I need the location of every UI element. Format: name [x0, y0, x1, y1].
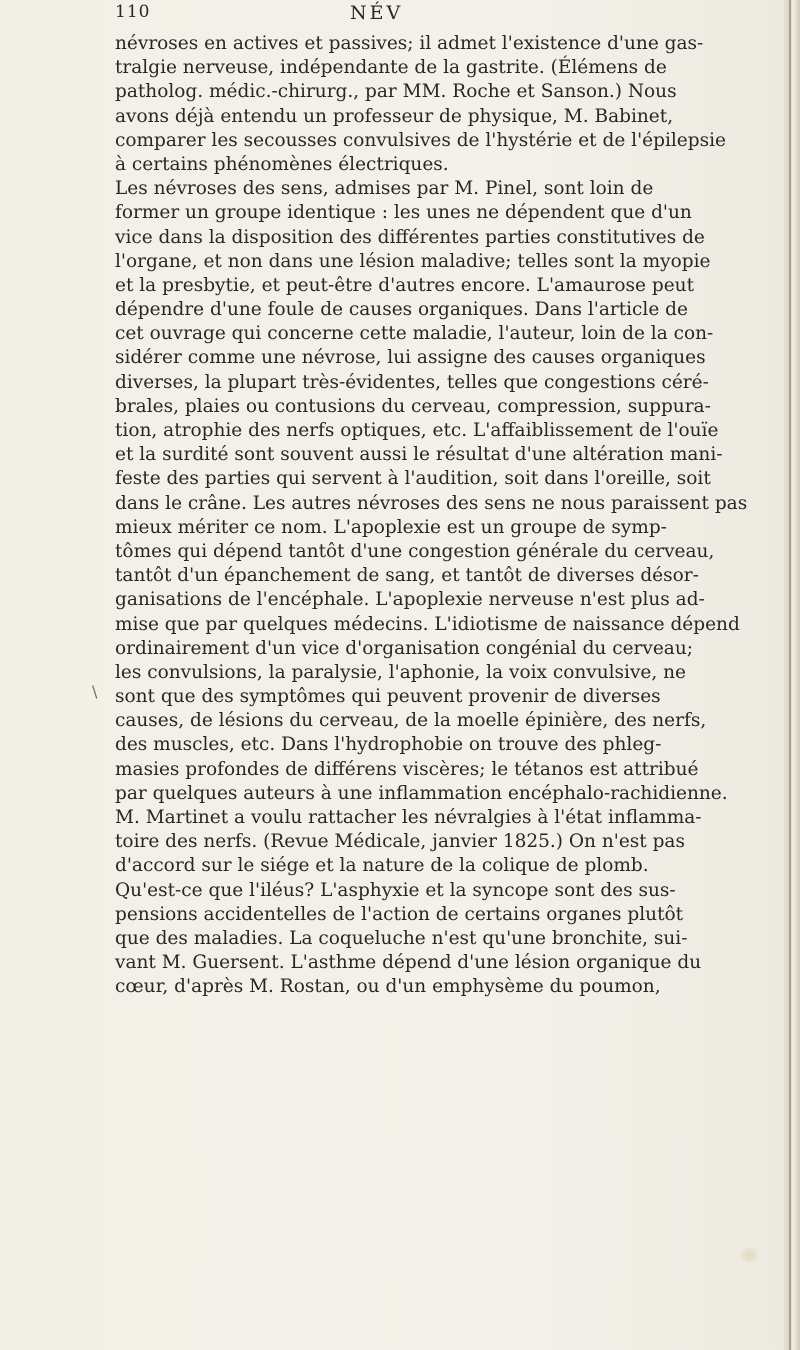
text-line-content: et la surdité sont souvent aussi le résultat d'une altération mani-	[115, 444, 723, 466]
text-line	[115, 371, 795, 395]
text-line	[115, 395, 795, 419]
running-head: NÉV	[350, 2, 404, 24]
text-line	[115, 637, 795, 661]
text-line	[115, 806, 795, 830]
text-line-content: dépendre d'une foule de causes organiques. Dans l'article de	[115, 299, 688, 321]
text-line-content: avons déjà entendu un professeur de physique, M. Babinet,	[115, 105, 674, 127]
text-line-content: cet ouvrage qui concerne cette maladie, l'auteur, loin de la con-	[115, 323, 714, 345]
text-line	[115, 177, 795, 201]
text-line	[115, 516, 795, 540]
text-line	[115, 661, 795, 685]
text-line-content: comparer les secousses convulsives de l'hystérie et de l'épilepsie	[115, 129, 726, 151]
paper-stain	[740, 1248, 758, 1262]
text-line-content: des muscles, etc. Dans l'hydrophobie on trouve des phleg-	[115, 734, 662, 756]
text-line-content: causes, de lésions du cerveau, de la moelle épinière, des nerfs,	[115, 710, 707, 732]
text-line	[115, 467, 795, 491]
page-header	[115, 2, 785, 32]
text-line	[115, 588, 795, 612]
text-line	[115, 830, 795, 854]
text-line	[115, 903, 795, 927]
text-line	[115, 613, 795, 637]
text-line	[115, 443, 795, 467]
text-line	[115, 709, 795, 733]
text-line-content: patholog. médic.-chirurg., par MM. Roche et Sanson.) Nous	[115, 81, 677, 103]
text-line	[115, 153, 795, 177]
text-line-content: mise que par quelques médecins. L'idiotisme de naissance dépend	[115, 613, 740, 635]
text-line-content: par quelques auteurs à une inflammation encéphalo-rachidienne.	[115, 782, 728, 804]
text-line	[115, 56, 795, 80]
text-line-content: toire des nerfs. (Revue Médicale, janvier 1825.) On n'est pas	[115, 831, 685, 853]
text-line-content: tantôt d'un épanchement de sang, et tantôt de diverses désor-	[115, 565, 699, 587]
text-line	[115, 879, 795, 903]
text-line-content: tion, atrophie des nerfs optiques, etc. L'affaiblissement de l'ouïe	[115, 420, 719, 441]
text-line-content: feste des parties qui servent à l'audition, soit dans l'oreille, soit	[115, 468, 711, 490]
text-line	[115, 32, 795, 56]
text-line-content: dans le crâne. Les autres névroses des sens ne nous paraissent pas	[115, 492, 748, 514]
text-line-content: les convulsions, la paralysie, l'aphonie, la voix convulsive, ne	[115, 661, 686, 683]
text-line-content: Qu'est-ce que l'iléus? L'asphyxie et la syncope sont des sus-	[115, 879, 676, 901]
text-line-content: que des maladies. La coqueluche n'est qu'une bronchite, sui-	[115, 927, 688, 949]
text-line	[115, 733, 795, 757]
text-line	[115, 782, 795, 806]
text-line-content: former un groupe identique : les unes ne dépendent que d'un	[115, 202, 692, 224]
text-line-content: ordinairement d'un vice d'organisation congénial du cerveau;	[115, 637, 693, 659]
text-line-content: cœur, d'après M. Rostan, ou d'un emphysème du poumon,	[115, 976, 661, 998]
page-edge	[784, 0, 800, 1350]
text-line	[115, 975, 795, 999]
text-line-content: à certains phénomènes électriques.	[115, 153, 449, 175]
text-line-content: ganisations de l'encéphale. L'apoplexie nerveuse n'est plus ad-	[115, 589, 705, 611]
text-line	[115, 758, 795, 782]
text-line-content: Les névroses des sens, admises par M. Pinel, sont loin de	[115, 178, 654, 200]
text-line	[115, 564, 795, 588]
text-line-content: vant M. Guersent. L'asthme dépend d'une lésion organique du	[115, 952, 702, 974]
text-line-content: sont que des symptômes qui peuvent provenir de diverses	[115, 686, 661, 708]
text-line	[115, 854, 795, 878]
text-line-content: M. Martinet a voulu rattacher les névralgies à l'état inflamma-	[115, 807, 702, 828]
text-line	[115, 419, 795, 443]
binding-line	[789, 0, 791, 1350]
text-line-content: brales, plaies ou contusions du cerveau, compression, suppura-	[115, 395, 711, 417]
text-line	[115, 951, 795, 975]
margin-mark: \	[92, 682, 98, 701]
text-line	[115, 226, 795, 250]
text-line-content: pensions accidentelles de l'action de certains organes plutôt	[115, 903, 684, 925]
text-line	[115, 322, 795, 346]
text-line-content: tralgie nerveuse, indépendante de la gastrite. (Élémens de	[115, 57, 667, 79]
body-text	[115, 32, 795, 1000]
text-line-content: d'accord sur le siége et la nature de la colique de plomb.	[115, 855, 649, 877]
text-line	[115, 80, 795, 104]
text-line	[115, 492, 795, 516]
text-line	[115, 105, 795, 129]
text-line	[115, 298, 795, 322]
text-line	[115, 346, 795, 370]
text-line	[115, 927, 795, 951]
text-line	[115, 250, 795, 274]
text-line-content: névroses en actives et passives; il admet l'existence d'une gas-	[115, 33, 704, 54]
text-line-content: et la presbytie, et peut-être d'autres encore. L'amaurose peut	[115, 274, 695, 296]
text-line-content: masies profondes de différens viscères; le tétanos est attribué	[115, 758, 699, 780]
text-line	[115, 540, 795, 564]
page-number: 110	[115, 2, 151, 22]
text-line-content: tômes qui dépend tantôt d'une congestion générale du cerveau,	[115, 540, 715, 562]
text-line-content: diverses, la plupart très-évidentes, telles que congestions céré-	[115, 371, 709, 393]
text-line	[115, 201, 795, 225]
text-line	[115, 685, 795, 709]
text-line-content: sidérer comme une névrose, lui assigne des causes organiques	[115, 347, 706, 369]
text-line	[115, 129, 795, 153]
text-line-content: l'organe, et non dans une lésion maladive; telles sont la myopie	[115, 250, 711, 272]
text-line	[115, 274, 795, 298]
text-line-content: vice dans la disposition des différentes parties constitutives de	[115, 226, 705, 248]
text-line-content: mieux mériter ce nom. L'apoplexie est un groupe de symp-	[115, 516, 667, 538]
